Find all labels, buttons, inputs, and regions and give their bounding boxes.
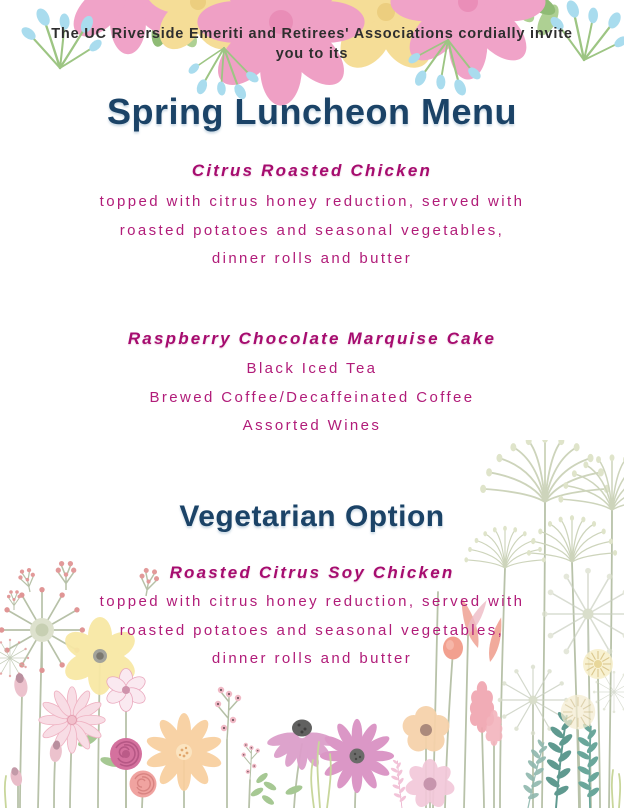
vegetarian-description-line: topped with citrus honey reduction, served with <box>99 593 525 610</box>
beverage-item: Assorted Wines <box>242 417 382 434</box>
entree-name: Citrus Roasted Chicken <box>191 161 433 180</box>
rose-dark <box>110 738 142 770</box>
invitation-line-1: The UC Riverside Emeriti and Retirees' Associations cordially invite <box>51 26 573 42</box>
entree-description <box>0 188 624 274</box>
entree-description-line: topped with citrus honey reduction, served with <box>99 193 525 210</box>
beverage-item: Brewed Coffee/Decaffeinated Coffee <box>149 388 475 406</box>
berry-sprigs <box>215 687 260 780</box>
vegetarian-heading: Vegetarian Option <box>179 500 445 533</box>
peach-daisy <box>145 713 224 791</box>
vegetarian-description-line: roasted potatoes and seasonal vegetables, <box>119 621 505 639</box>
pink-daisy-sketch <box>39 687 106 754</box>
invitation-text <box>0 24 624 64</box>
vegetarian-entree-name: Roasted Citrus Soy Chicken <box>169 563 455 582</box>
beverage-list <box>0 355 624 441</box>
dessert-name: Raspberry Chocolate Marquise Cake <box>127 329 497 348</box>
peach-flower <box>403 706 450 752</box>
vegetarian-description <box>0 588 624 674</box>
vegetarian-description-line: dinner rolls and butter <box>211 650 413 667</box>
entree-description-line: roasted potatoes and seasonal vegetables, <box>119 221 505 239</box>
lavender-spikes <box>470 681 502 746</box>
pink-fern <box>386 758 411 808</box>
page-title: Spring Luncheon Menu <box>107 91 517 132</box>
rose-salmon <box>130 771 157 798</box>
invitation-line-2: you to its <box>275 46 349 62</box>
coneflower <box>266 720 338 771</box>
entree-description-line: dinner rolls and butter <box>211 250 413 267</box>
pink-flower-bottom <box>404 759 456 808</box>
beverage-item: Black Iced Tea <box>246 360 378 377</box>
